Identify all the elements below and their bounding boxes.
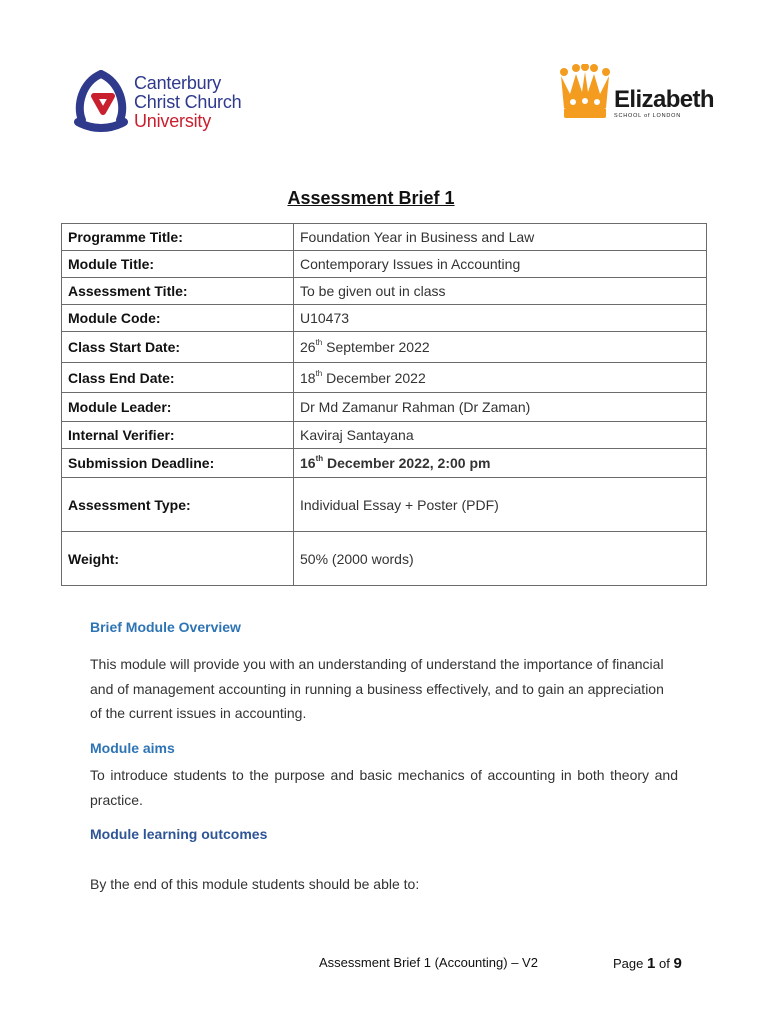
elizabeth-school-logo — [558, 64, 714, 126]
row-value: 50% (2000 words) — [294, 532, 707, 586]
date-ordinal: th — [315, 454, 324, 463]
row-label: Internal Verifier: — [62, 422, 294, 449]
date-rest: September 2022 — [322, 339, 430, 355]
submission-deadline-value — [294, 449, 707, 478]
row-value: To be given out in class — [294, 278, 707, 305]
row-label: Assessment Type: — [62, 478, 294, 532]
cccu-logo — [72, 60, 252, 140]
date-day: 18 — [300, 369, 316, 386]
row-label: Module Code: — [62, 305, 294, 332]
logo-line-3: University — [134, 111, 212, 131]
table-row — [62, 278, 707, 305]
table-row — [62, 422, 707, 449]
page-of: of — [658, 956, 670, 971]
row-label: Module Title: — [62, 251, 294, 278]
overview-heading: Brief Module Overview — [90, 619, 241, 635]
row-value: Kaviraj Santayana — [294, 422, 707, 449]
page-current: 1 — [647, 955, 656, 972]
table-row — [62, 224, 707, 251]
row-value: U10473 — [294, 305, 707, 332]
row-value: Contemporary Issues in Accounting — [294, 251, 707, 278]
page-number — [613, 955, 682, 972]
overview-paragraph: This module will provide you with an understanding of understand the importance of financial and of management accounting in running a business effectively, and to gain an appreciation of the current issues in accounting. — [90, 656, 664, 721]
logo-subtitle: SCHOOL of LONDON — [614, 113, 681, 119]
row-value: Individual Essay + Poster (PDF) — [294, 478, 707, 532]
table-row — [62, 332, 707, 363]
logo-line-1: Canterbury — [134, 73, 222, 93]
row-value: Foundation Year in Business and Law — [294, 224, 707, 251]
row-label: Submission Deadline: — [62, 449, 294, 478]
row-label: Class End Date: — [62, 363, 294, 393]
date-rest: December 2022, 2:00 pm — [323, 455, 491, 471]
outcomes-heading: Module learning outcomes — [90, 826, 268, 842]
row-label: Assessment Title: — [62, 278, 294, 305]
table-row — [62, 251, 707, 278]
aims-heading: Module aims — [90, 740, 175, 756]
row-value — [294, 332, 707, 363]
outcomes-intro: By the end of this module students should be able to: — [90, 876, 420, 892]
date-ordinal: th — [315, 338, 323, 347]
table-row — [62, 449, 707, 478]
date-day: 26 — [300, 339, 316, 355]
row-value: Dr Md Zamanur Rahman (Dr Zaman) — [294, 393, 707, 422]
row-label: Programme Title: — [62, 224, 294, 251]
table-row — [62, 393, 707, 422]
table-row — [62, 305, 707, 332]
date-ordinal: th — [315, 368, 323, 378]
aims-paragraph: To introduce students to the purpose and basic mechanics of accounting in both theory and practice. — [90, 767, 678, 808]
table-row — [62, 532, 707, 586]
trinity-knot-icon — [72, 68, 130, 134]
date-day: 16 — [300, 455, 316, 471]
footer-doc-label: Assessment Brief 1 (Accounting) – V2 — [319, 955, 538, 970]
row-label: Module Leader: — [62, 393, 294, 422]
row-value — [294, 363, 707, 393]
table-row — [62, 478, 707, 532]
logo-line-2: Christ Church — [134, 92, 242, 112]
document-title: Assessment Brief 1 — [287, 188, 455, 208]
row-label: Class Start Date: — [62, 332, 294, 363]
page-total: 9 — [673, 955, 682, 972]
table-row — [62, 363, 707, 393]
assessment-info-table — [61, 223, 707, 586]
date-rest: December 2022 — [322, 369, 426, 386]
logo-name: Elizabeth — [614, 86, 714, 113]
page-word: Page — [613, 956, 644, 971]
crown-icon — [558, 64, 612, 122]
row-label: Weight: — [62, 532, 294, 586]
